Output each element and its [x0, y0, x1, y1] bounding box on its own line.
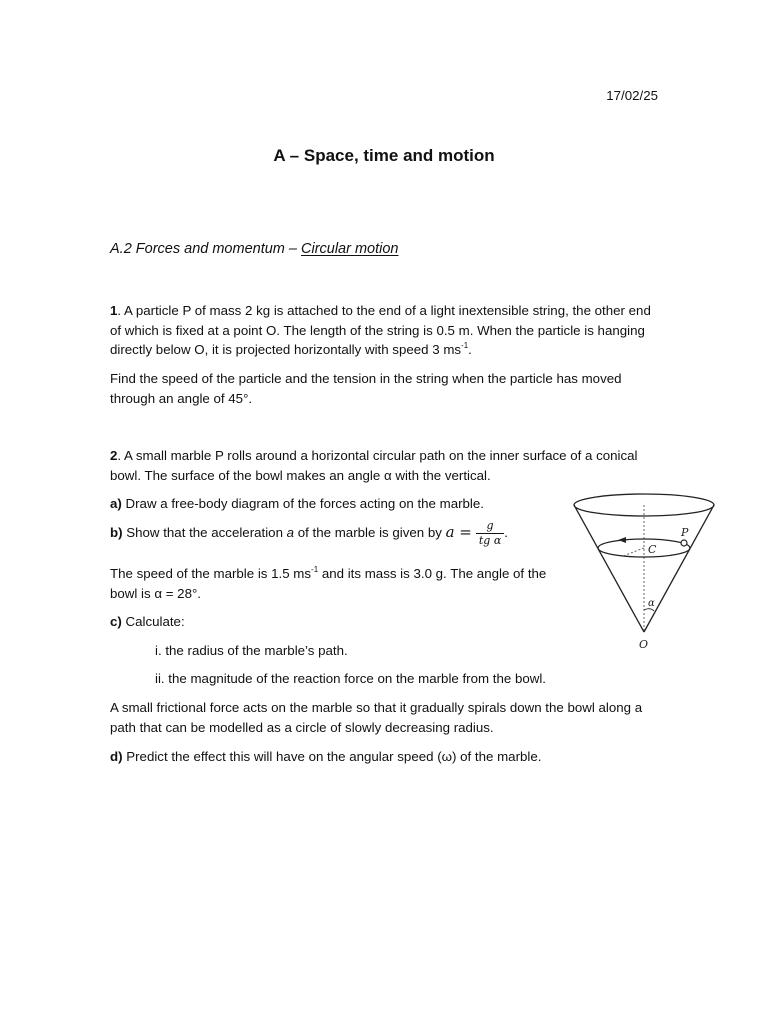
q1-number: 1 [110, 303, 118, 318]
q1-find: Find the speed of the particle and the tension in the string when the particle has moved through an angle of 45°. [110, 371, 622, 406]
page-title: A – Space, time and motion [273, 146, 495, 165]
subtitle-prefix: A.2 Forces and momentum – [110, 241, 301, 257]
label-c: C [648, 543, 657, 556]
bowl-right-side [644, 505, 714, 632]
bowl-left-side [574, 505, 644, 632]
q2-intro: 2. A small marble P rolls around a horizontal circular path on the inner surface of a conical bowl. The surface of the bowl makes an angle α with the vertical. [110, 448, 638, 483]
angle-arc [644, 609, 654, 611]
formula-lhs: a = [445, 523, 472, 542]
radius-line [623, 548, 644, 556]
label-alpha: α [648, 598, 655, 609]
q1-statement: 1. A particle P of mass 2 kg is attached to the end of a light inextensible string, the other end of which is fixed at a point O. The length of the string is 0.5 m. When the particle is hanging directly below O, it is projected horizontally with speed 3 $ms^{-1}$. [110, 303, 651, 357]
q2-given: The speed of the marble is 1.5 $ms^{-1}$ and its mass is 3.0 g. The angle of the bowl is α = 28°. [110, 564, 547, 601]
label-o: O [639, 638, 649, 651]
conical-bowl-figure [560, 490, 730, 660]
q2-part-c: c) Calculate: [110, 614, 185, 629]
q2-part-c-ii: ii. the magnitude of the reaction force on the marble from the bowl. [155, 671, 546, 686]
marble-p [681, 540, 687, 546]
label-p: P [681, 526, 689, 539]
q2-number: 2 [110, 448, 118, 463]
section-subtitle [110, 241, 399, 257]
q2-friction: A small frictional force acts on the marble so that it gradually spirals down the bowl along a path that can be modelled as a circle of slowly decreasing radius. [110, 700, 643, 735]
q2-part-a: a) Draw a free-body diagram of the forces acting on the marble. [110, 496, 484, 511]
formula-fraction: $\frac{g}{\text{tg α}}$ [476, 520, 504, 547]
q2-part-b: b) Show that the acceleration a of the marble is given by a = $\frac{g}{\text{tg α}}$ . [110, 519, 508, 547]
q2-part-d: d) Predict the effect this will have on the angular speed (ω) of the marble. [110, 749, 542, 764]
subtitle-topic: Circular motion [301, 241, 399, 257]
date: 17/02/25 [606, 88, 658, 103]
direction-arrow [618, 537, 626, 543]
q2-part-c-i: i. the radius of the marble’s path. [155, 643, 348, 658]
